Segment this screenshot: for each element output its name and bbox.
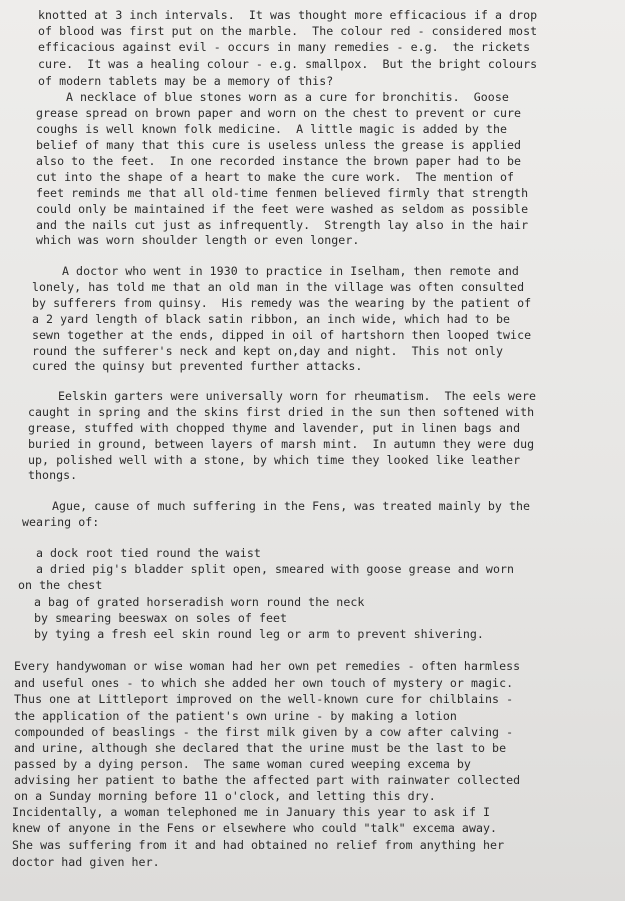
text-line: lonely, has told me that an old man in the village was often consulted xyxy=(32,280,525,294)
text-line: of blood was first put on the marble. The colour red - considered most xyxy=(38,24,538,38)
text-line: and urine, although she declared that the urine must be the last to be xyxy=(14,741,507,755)
text-line: efficacious against evil - occurs in many remedies - e.g. the rickets xyxy=(38,40,531,54)
text-line: a 2 yard length of black satin ribbon, an inch wide, which had to be xyxy=(32,312,511,326)
text-line: doctor had given her. xyxy=(12,855,160,869)
text-line: passed by a dying person. The same woman cured weeping excema by xyxy=(14,757,471,771)
text-line: coughs is well known folk medicine. A little magic is added by the xyxy=(36,122,508,136)
text-line: and the nails cut just as infrequently. Strength lay also in the hair xyxy=(36,218,529,232)
list-item: a dried pig's bladder split open, smeared with goose grease and worn xyxy=(36,562,515,576)
list-item: by smearing beeswax on soles of feet xyxy=(34,611,288,625)
text-line: by sufferers from quinsy. His remedy was the wearing by the patient of xyxy=(32,296,532,310)
list-item: by tying a fresh eel skin round leg or arm to prevent shivering. xyxy=(34,627,484,641)
text-line: Eelskin garters were universally worn for rheumatism. The eels were xyxy=(58,389,537,403)
text-line: could only be maintained if the feet were washed as seldom as possible xyxy=(36,202,529,216)
text-line: grease spread on brown paper and worn on the chest to prevent or cure xyxy=(36,106,522,120)
text-line: She was suffering from it and had obtained no relief from anything her xyxy=(12,838,505,852)
text-line: advising her patient to bathe the affected part with rainwater collected xyxy=(14,773,521,787)
text-line: also to the feet. In one recorded instance the brown paper had to be xyxy=(36,154,522,168)
text-line: Every handywoman or wise woman had her own pet remedies - often harmless xyxy=(14,659,521,673)
text-line: sewn together at the ends, dipped in oil of hartshorn then looped twice xyxy=(32,328,532,342)
text-line: round the sufferer's neck and kept on,day and night. This not only xyxy=(32,344,504,358)
text-line: which was worn shoulder length or even longer. xyxy=(36,233,360,247)
text-line: A doctor who went in 1930 to practice in Iselham, then remote and xyxy=(62,264,519,278)
text-line: and useful ones - to which she added her own touch of mystery or magic. xyxy=(14,676,514,690)
text-line: cut into the shape of a heart to make the cure work. The mention of xyxy=(36,170,515,184)
text-line: A necklace of blue stones worn as a cure for bronchitis. Goose xyxy=(66,90,509,104)
text-line: compounded of beaslings - the first milk given by a cow after calving - xyxy=(14,725,514,739)
list-item-continuation: on the chest xyxy=(18,578,103,592)
text-line: Incidentally, a woman telephoned me in January this year to ask if I xyxy=(12,805,491,819)
text-line: grease, stuffed with chopped thyme and lavender, put in linen bags and xyxy=(28,421,521,435)
text-line: knotted at 3 inch intervals. It was thought more efficacious if a drop xyxy=(38,8,538,22)
text-line: cure. It was a healing colour - e.g. smallpox. But the bright colours xyxy=(38,57,538,71)
text-line: thongs. xyxy=(28,468,78,482)
text-line: on a Sunday morning before 11 o'clock, and letting this dry. xyxy=(14,789,436,803)
text-line: wearing of: xyxy=(22,515,100,529)
list-item: a dock root tied round the waist xyxy=(36,546,261,560)
text-line: the application of the patient's own urine - by making a lotion xyxy=(14,709,457,723)
text-line: of modern tablets may be a memory of this? xyxy=(38,74,334,88)
text-line: belief of many that this cure is useless unless the grease is applied xyxy=(36,138,522,152)
text-line: knew of anyone in the Fens or elsewhere who could "talk" excema away. xyxy=(12,821,498,835)
text-line: Thus one at Littleport improved on the well-known cure for chilblains - xyxy=(14,692,514,706)
text-line: feet reminds me that all old-time fenmen believed firmly that strength xyxy=(36,186,529,200)
text-line: cured the quinsy but prevented further attacks. xyxy=(32,359,363,373)
list-item: a bag of grated horseradish worn round the neck xyxy=(34,595,365,609)
text-line: Ague, cause of much suffering in the Fens, was treated mainly by the xyxy=(52,499,531,513)
text-line: up, polished well with a stone, by which time they looked like leather xyxy=(28,453,521,467)
text-line: caught in spring and the skins first dried in the sun then softened with xyxy=(28,405,535,419)
text-line: buried in ground, between layers of marsh mint. In autumn they were dug xyxy=(28,437,535,451)
